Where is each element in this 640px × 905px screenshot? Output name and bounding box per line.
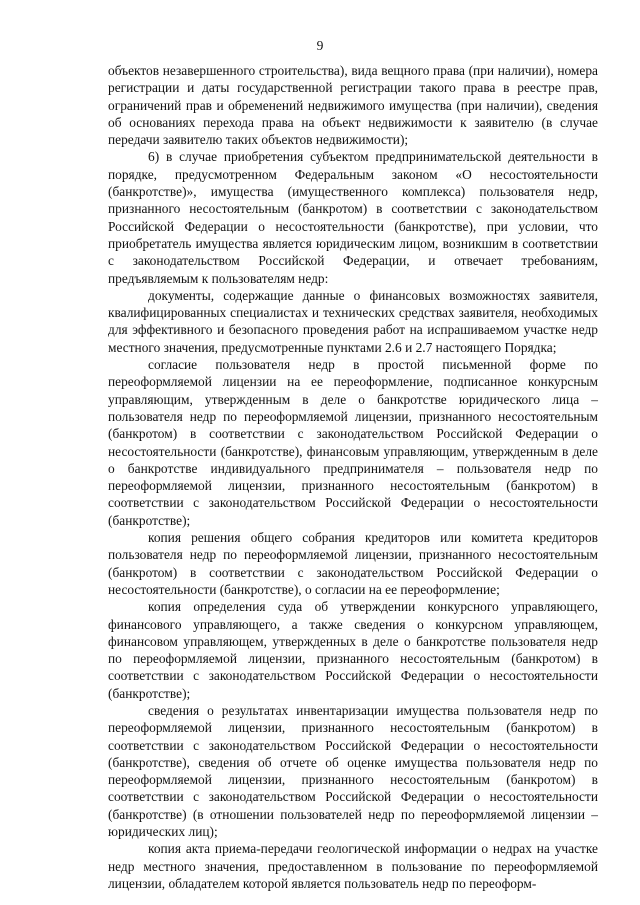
paragraph: согласие пользователя недр в простой письменной форме по переоформляемой лицензии на ее переоформление, подписанное конкурсным управляющим, утвержденным в деле о банкротстве юридического лица – пользователя недр по переоформляемой лицензии, признанного несостоятельным (банкротом) в соответствии с законодательством Российской Федерации о несостоятельности (банкротстве), финансовым управляющим, утвержденным в деле о банкротстве индивидуального предпринимателя – пользователя недр по переоформляемой лицензии, признанного несостоятельным (банкротом) в соответствии с законодательством Российской Федерации о несостоятельности (банкротстве); (108, 357, 598, 528)
paragraph: сведения о результатах инвентаризации имущества пользователя недр по переоформляемой лицензии, признанного несостоятельным (банкротом) в соответствии с законодательством Российской Федерации о несостоятельности (банкротстве), сведения об отчете об оценке имущества пользователя недр по переоформляемой лицензии, признанного несостоятельным (банкротом) в соответствии с законодательством Российской Федерации о несостоятельности (банкротстве) (в отношении пользователей недр по переоформляемой лицензии – юридических лиц); (108, 702, 598, 840)
page-number: 9 (316, 38, 324, 53)
paragraph: копия решения общего собрания кредиторов или комитета кредиторов пользователя недр по переоформляемой лицензии, признанного несостоятельным (банкротом) в соответствии с законодательством Российской Федерации о несостоятельности (банкротстве), о согласии на ее переоформление; (108, 530, 598, 597)
document-body (108, 62, 598, 892)
paragraph: объектов незавершенного строительства), вида вещного права (при наличии), номера регистрации и даты государственной регистрации такого права в реестре прав, ограничений прав и обременений недвижимого имущества (при наличии), сведения об основаниях перехода права на объект недвижимости к заявителю (в случае передачи заявителю таких объектов недвижимости); (108, 63, 598, 148)
paragraph: копия акта приема-передачи геологической информации о недрах на участке недр местного значения, предоставленном в пользование по переоформляемой лицензии, обладателем которой является пользователь недр по переоформ- (108, 841, 598, 891)
paragraph: копия определения суда об утверждении конкурсного управляющего, финансового управляющего, а также сведения о конкурсном управляющем, финансовом управляющем, утвержденных в деле о банкротстве пользователя недр по переоформляемой лицензии, признанного несостоятельным (банкротом) в соответствии с законодательством Российской Федерации о несостоятельности (банкротстве); (108, 599, 598, 701)
paragraph: 6) в случае приобретения субъектом предпринимательской деятельности в порядке, предусмотренном Федеральным законом «О несостоятельности (банкротстве)», имущества (имущественного комплекса) пользователя недр, признанного несостоятельным (банкротом) в соответствии с законодательством Российской Федерации о несостоятельности (банкротстве), при условии, что приобретатель имущества является юридическим лицом, возникшим в соответствии с законодательством Российской Федерации, и отвечает требованиям, предъявляемым к пользователям недр: (108, 149, 598, 286)
paragraph: документы, содержащие данные о финансовых возможностях заявителя, квалифицированных специалистах и технических средствах заявителя, необходимых для эффективного и безопасного проведения работ на испрашиваемом участке недр местного значения, предусмотренные пунктами 2.6 и 2.7 настоящего Порядка; (108, 287, 598, 355)
